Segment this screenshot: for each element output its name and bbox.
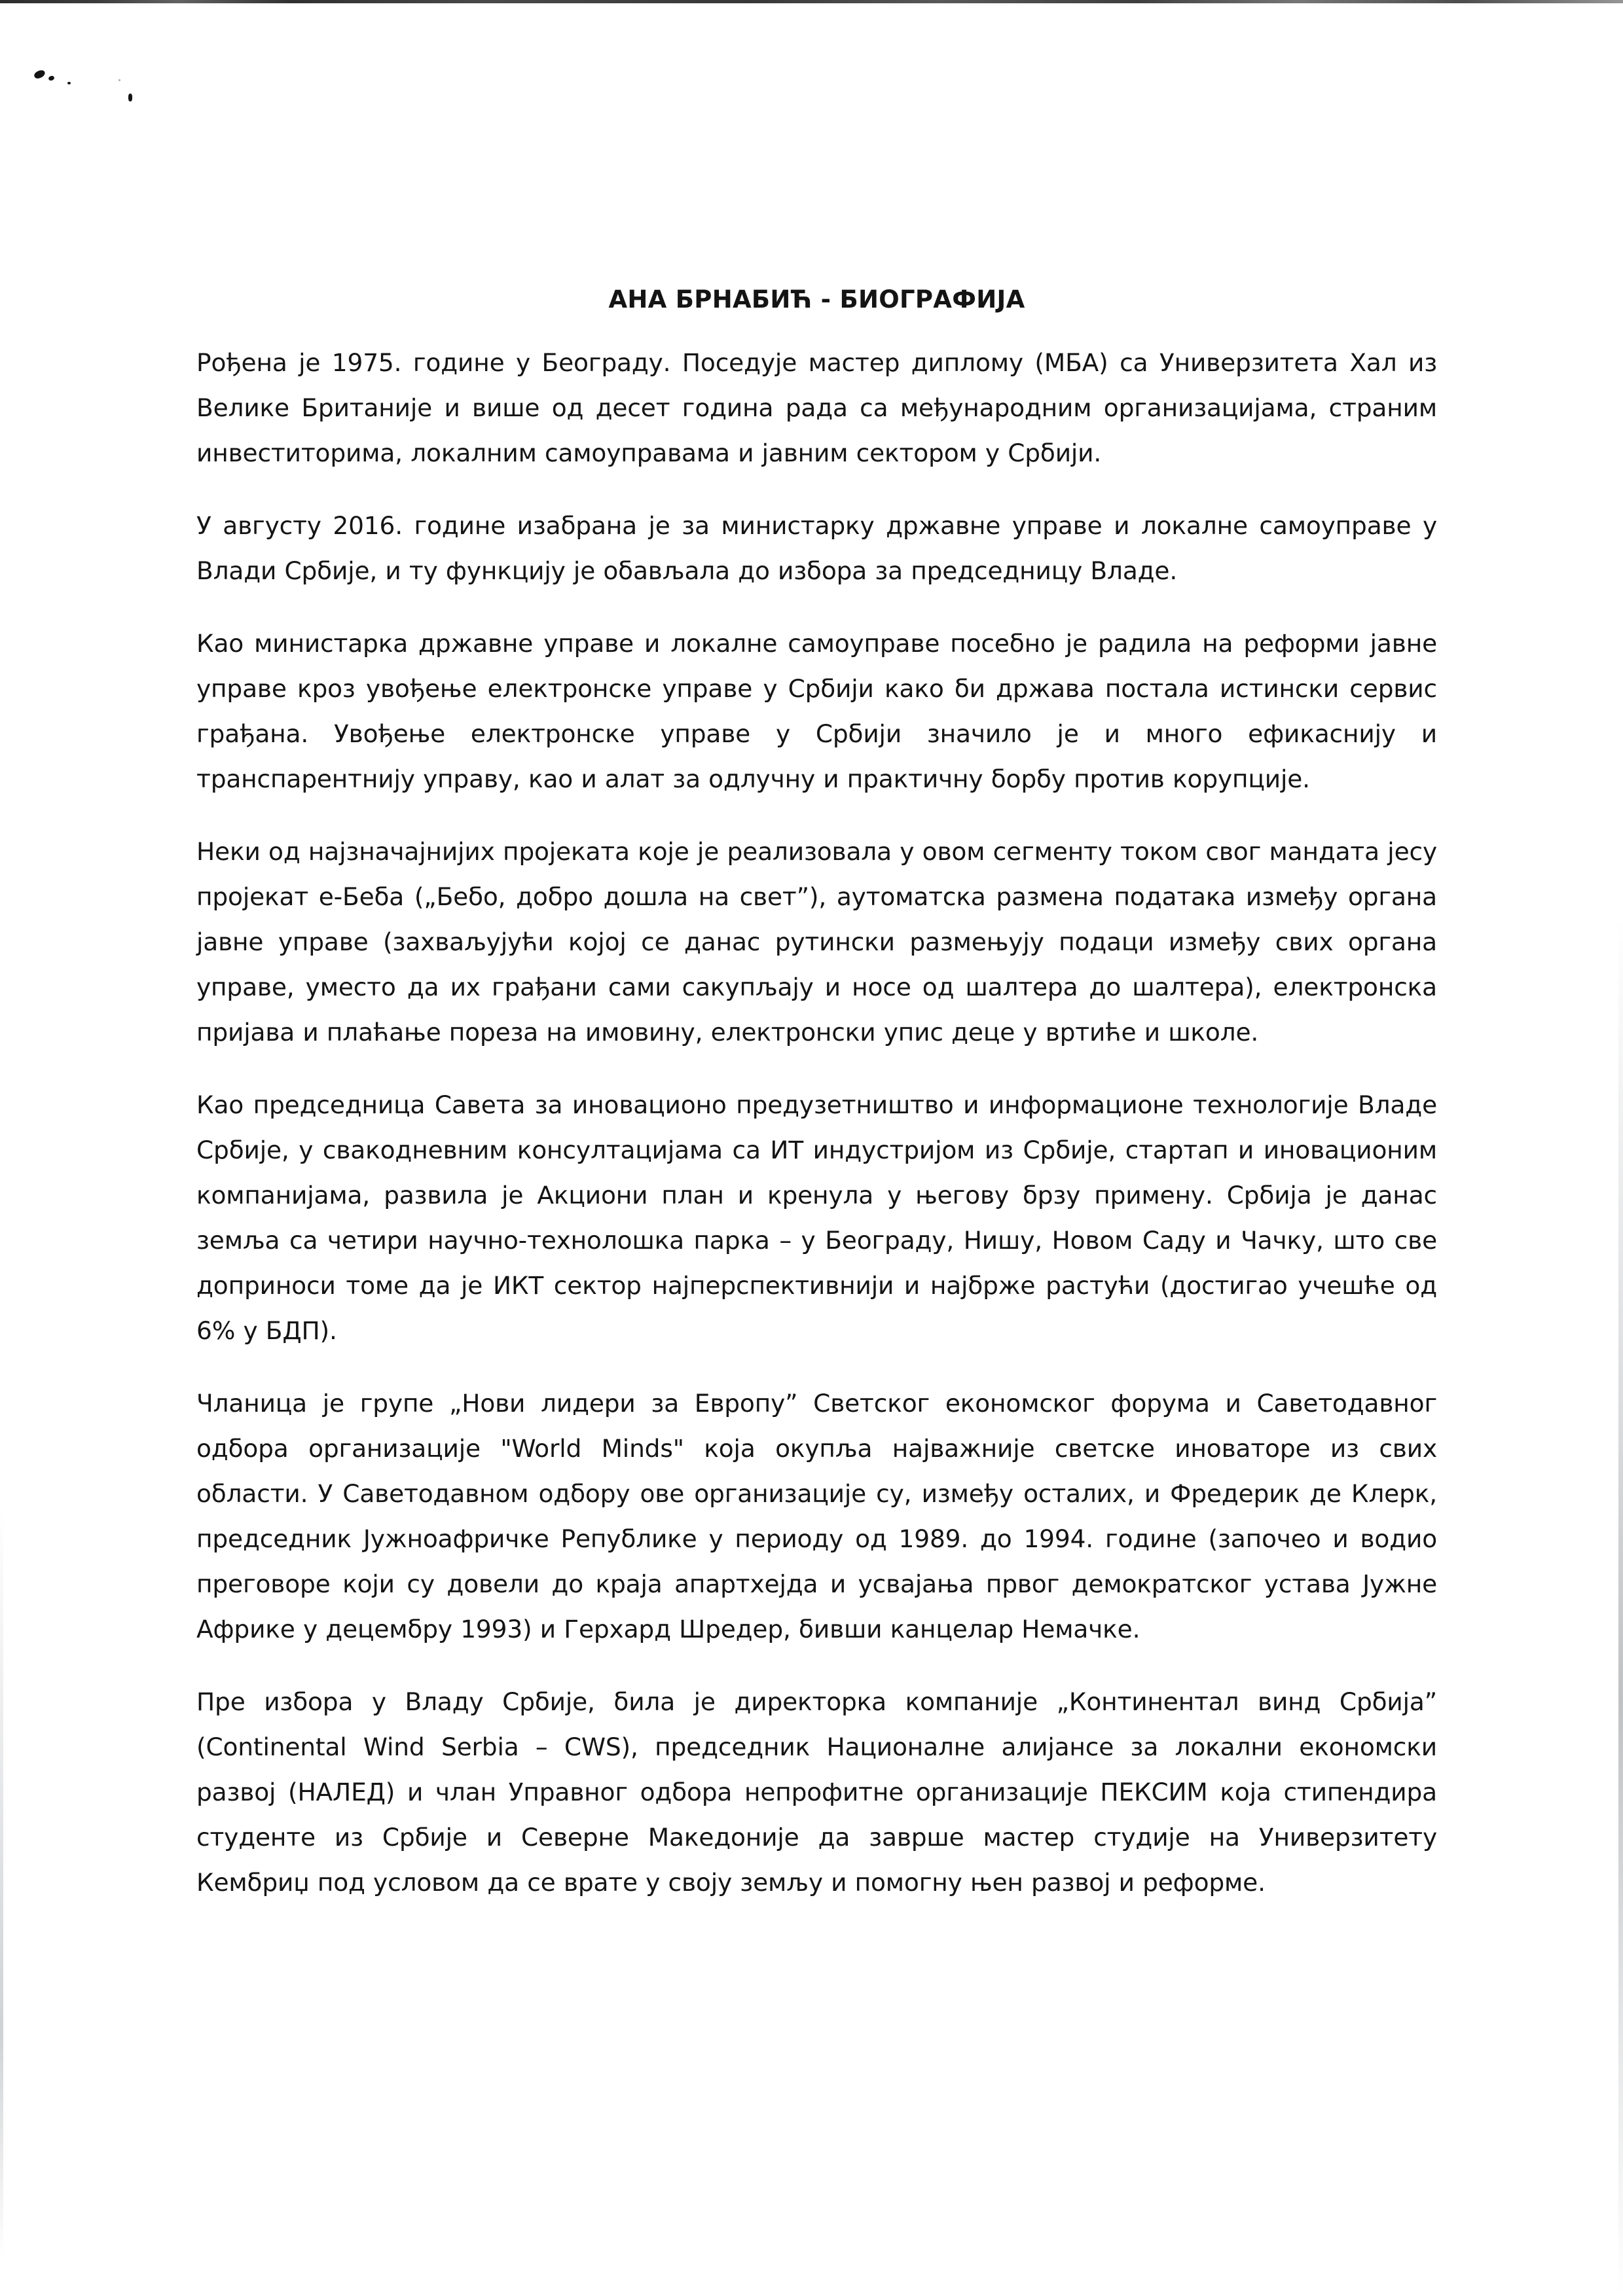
scan-edge-left-artifact bbox=[0, 1505, 3, 2258]
scan-speck-artifact bbox=[48, 75, 55, 82]
paragraph-key-projects: Неки од најзначајнијих пројеката које је реализовала у овом сегменту током свог мандата јесу пројекат е-Беба („Бебо, добро дошла на свет”), аутоматска размена података између органа јавне управе (захваљујући којој се данас рутински размењују подаци између свих органа управе, уместо да их грађани сами сакупљају и носе од шалтера до шалтера), електронска пријава и плаћање пореза на имовину, електронски упис деце у вртиће и школе. bbox=[196, 837, 1437, 1047]
scan-speck-artifact bbox=[33, 69, 46, 81]
scan-edge-top-artifact bbox=[0, 0, 1623, 3]
document-body bbox=[196, 340, 1437, 1905]
paragraph-prior-career: Пре избора у Владу Србије, била је директорка компаније „Континентал винд Србија” (Continental Wind Serbia – CWS), председник Националне алијансе за локални економски развој (НАЛЕД) и члан Управног одбора непрофитне организације ПЕКСИМ која стипендира студенте из Србије и Северне Македоније да заврше мастер студије на Универзитету Кембриџ под условом да се врате у своју земљу и помогну њен развој и реформе. bbox=[196, 1687, 1437, 1897]
paragraph-international-memberships: Чланица је групе „Нови лидери за Европу” Светског економског форума и Саветодавног одбора организације "World Minds" која окупља најважније светске иноваторе из свих области. У Саветодавном одбору ове организације су, између осталих, и Фредерик де Клерк, председник Јужноафричке Републике у периоду од 1989. до 1994. године (започео и водио преговоре који су довели до краја апартхејда и усвајања првог демократског устава Јужне Африке у децембру 1993) и Герхард Шредер, бивши канцелар Немачке. bbox=[196, 1389, 1437, 1643]
scan-speck-artifact bbox=[119, 79, 120, 81]
paragraph-innovation-council: Као председница Савета за иновационо предузетништво и информационе технологије Владе Србије, у свакодневним консултацијама са ИТ индустријом из Србије, стартап и иновационим компанијама, развила је Акциони план и кренула у његову брзу примену. Србија је данас земља са четири научно-технолошка парка – у Београду, Нишу, Новом Саду и Чачку, што све доприноси томе да је ИКТ сектор најперспективнији и најбрже растући (достигао учешће од 6% у БДП). bbox=[196, 1090, 1437, 1345]
page-title: АНА БРНАБИЋ - БИОГРАФИЈА bbox=[608, 285, 1025, 314]
paragraph-public-administration-reform: Као министарка државне управе и локалне самоуправе посебно је радила на реформи јавне управе кроз увођење електронске управе у Србији како би држава постала истински сервис грађана. Увођење електронске управе у Србији значило је и много ефикаснију и транспарентнију управу, као и алат за одлучну и практичну борбу против корупције. bbox=[196, 629, 1437, 793]
scan-edge-right-artifact bbox=[1618, 0, 1623, 2296]
scan-speck-artifact bbox=[67, 82, 71, 84]
scan-speck-artifact bbox=[128, 94, 132, 101]
paragraph-biography-intro: Рођена је 1975. године у Београду. Поседује мастер диплому (МБА) са Универзитета Хал из Велике Британије и више од десет година рада са међународним организацијама, страним инвеститорима, локалним самоуправама и јавним сектором у Србији. bbox=[196, 348, 1437, 467]
paragraph-minister-appointment: У августу 2016. године изабрана је за министарку државне управе и локалне самоуправе у Влади Србије, и ту функцију је обављала до избора за председницу Владе. bbox=[196, 511, 1437, 585]
